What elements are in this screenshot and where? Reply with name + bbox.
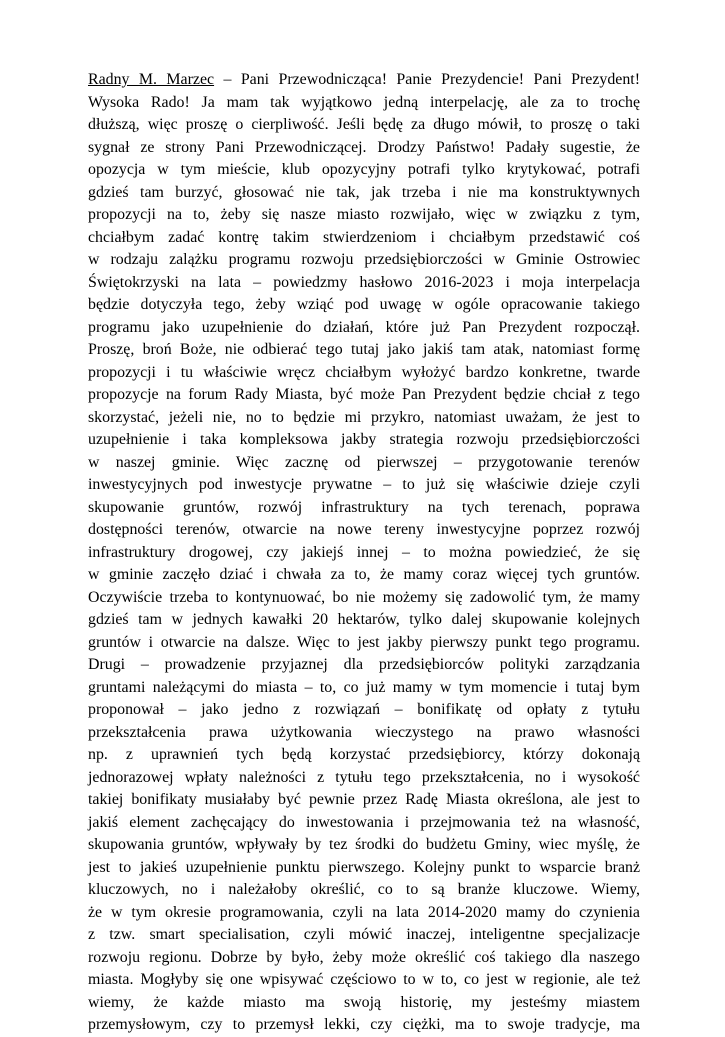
text-line-15: propozycje na forum Rady Miasta, być może Pan Prezydent będzie chciał z tego — [88, 386, 640, 403]
text-line-8: chciałbym zadać kontrę takim stwierdzeniom i chciałbym przedstawić coś — [88, 228, 640, 246]
text-line-3: dłuższą, więc proszę o cierpliwość. Jeśli będę za długo mówił, to proszę o taki — [88, 116, 640, 133]
text-line-36: jest to jakieś uzupełnienie punktu pierwszego. Kolejny punkt to wsparcie branż — [88, 858, 640, 876]
text-line-5: opozycja w tym mieście, klub opozycyjny potrafi tylko krytykować, potrafi — [88, 161, 640, 178]
text-line-6: gdzieś tam burzyć, głosować nie tak, jak trzeba i nie ma konstruktywnych — [88, 183, 640, 201]
text-line-32: jednorazowej wpłaty należności z tytułu tego przekształcenia, no i wysokość — [88, 768, 640, 786]
document-page — [88, 69, 640, 1037]
speaker-name: Radny M. Marzec — [88, 71, 215, 88]
text-line-43: przemysłowym, czy to przemysł lekki, czy ciężki, ma to swoje tradycje, ma — [88, 1016, 640, 1033]
text-line-39: z tzw. smart specialisation, czyli mówić inaczej, inteligentne specjalizacje — [88, 926, 640, 943]
text-line-31: np. z uprawnień tych będą korzystać przedsiębiorcy, którzy dokonają — [88, 746, 640, 763]
text-line-42: wiemy, że każde miasto ma swoją historię, my jesteśmy miastem — [88, 993, 640, 1011]
text-line-38: że w tym okresie programowania, czyli na lata 2014-2020 mamy do czynienia — [88, 903, 640, 921]
speaker-opening: – Pani Przewodnicząca! Panie Prezydencie! Pani Prezydent! — [214, 71, 640, 88]
text-line-14: propozycji i tu właściwie wręcz chciałbym wyłożyć bardzo konkretne, twarde — [88, 363, 640, 381]
text-line-10: Świętokrzyski na lata – powiedzmy hasłowo 2016-2023 i moja interpelacja — [88, 273, 640, 291]
text-line-37: kluczowych, no i należałoby określić, co to są branże kluczowe. Wiemy, — [88, 881, 640, 898]
text-line-13: Proszę, broń Boże, nie odbierać tego tutaj jako jakiś tam atak, natomiast formę — [88, 341, 640, 358]
body-text — [88, 92, 640, 1037]
text-line-17: uzupełnienie i taka kompleksowa jakby strategia rozwoju przedsiębiorczości — [88, 431, 640, 448]
text-line-2: Wysoka Rado! Ja mam tak wyjątkowo jedną interpelację, ale za to trochę — [88, 93, 640, 111]
text-line-12: programu jako uzupełnienie do działań, które już Pan Prezydent rozpoczął. — [88, 318, 640, 336]
text-line-30: przekształcenia prawa użytkowania wieczystego na prawo własności — [88, 723, 640, 741]
text-line-7: propozycji na to, żeby się nasze miasto rozwijało, więc w związku z tym, — [88, 206, 640, 223]
text-line-40: rozwoju regionu. Dobrze by było, żeby może określić coś takiego dla naszego — [88, 948, 640, 966]
text-line-28: gruntami należącymi do miasta – to, co już mamy w tym momencie i tutaj bym — [88, 678, 640, 696]
text-line-27: Drugi – prowadzenie przyjaznej dla przedsiębiorców polityki zarządzania — [88, 656, 640, 673]
text-line-9: w rodzaju zalążku programu rozwoju przedsiębiorczości w Gminie Ostrowiec — [88, 251, 640, 268]
text-line-29: proponował – jako jedno z rozwiązań – bonifikatę od opłaty z tytułu — [88, 701, 640, 718]
text-line-25: gdzieś tam w jednych kawałki 20 hektarów, tylko dalej skupowanie kolejnych — [88, 611, 640, 628]
text-line-24: Oczywiście trzeba to kontynuować, bo nie możemy się zadowolić tym, że mamy — [88, 588, 640, 606]
text-line-33: takiej bonifikaty musiałaby być pewnie przez Radę Miasta określona, ale jest to — [88, 791, 640, 808]
text-line-18: w naszej gminie. Więc zacznę od pierwszej – przygotowanie terenów — [88, 453, 640, 471]
text-line-20: skupowanie gruntów, rozwój infrastruktury na tych terenach, poprawa — [88, 498, 640, 516]
text-line-22: infrastruktury drogowej, czy jakiejś innej – to można powiedzieć, że się — [88, 543, 640, 561]
text-line-26: gruntów i otwarcie na dalsze. Więc to jest jakby pierwszy punkt tego programu. — [88, 633, 640, 651]
text-line-1 — [88, 69, 640, 92]
text-line-35: skupowania gruntów, wpływały by tez środki do budżetu Gminy, wiec myślę, że — [88, 836, 640, 853]
text-line-34: jakiś element zachęcający do inwestowania i przejmowania też na własność, — [88, 813, 640, 831]
text-line-11: będzie dotyczyła tego, żeby wziąć pod uwagę w ogóle opracowanie takiego — [88, 296, 640, 313]
text-line-4: sygnał ze strony Pani Przewodniczącej. Drodzy Państwo! Padały sugestie, że — [88, 138, 640, 156]
text-line-41: miasta. Mogłyby się one wpisywać częściowo to w to, co jest w regionie, ale też — [88, 971, 640, 988]
text-line-16: skorzystać, jeżeli nie, no to będzie mi przykro, natomiast uważam, że jest to — [88, 408, 640, 426]
text-line-21: dostępności terenów, otwarcie na nowe tereny inwestycyjne poprzez rozwój — [88, 521, 640, 538]
text-line-23: w gminie zaczęło dziać i chwała za to, że mamy coraz więcej tych gruntów. — [88, 566, 640, 583]
text-line-19: inwestycyjnych pod inwestycje prywatne – to już się właściwie dzieje czyli — [88, 476, 640, 493]
